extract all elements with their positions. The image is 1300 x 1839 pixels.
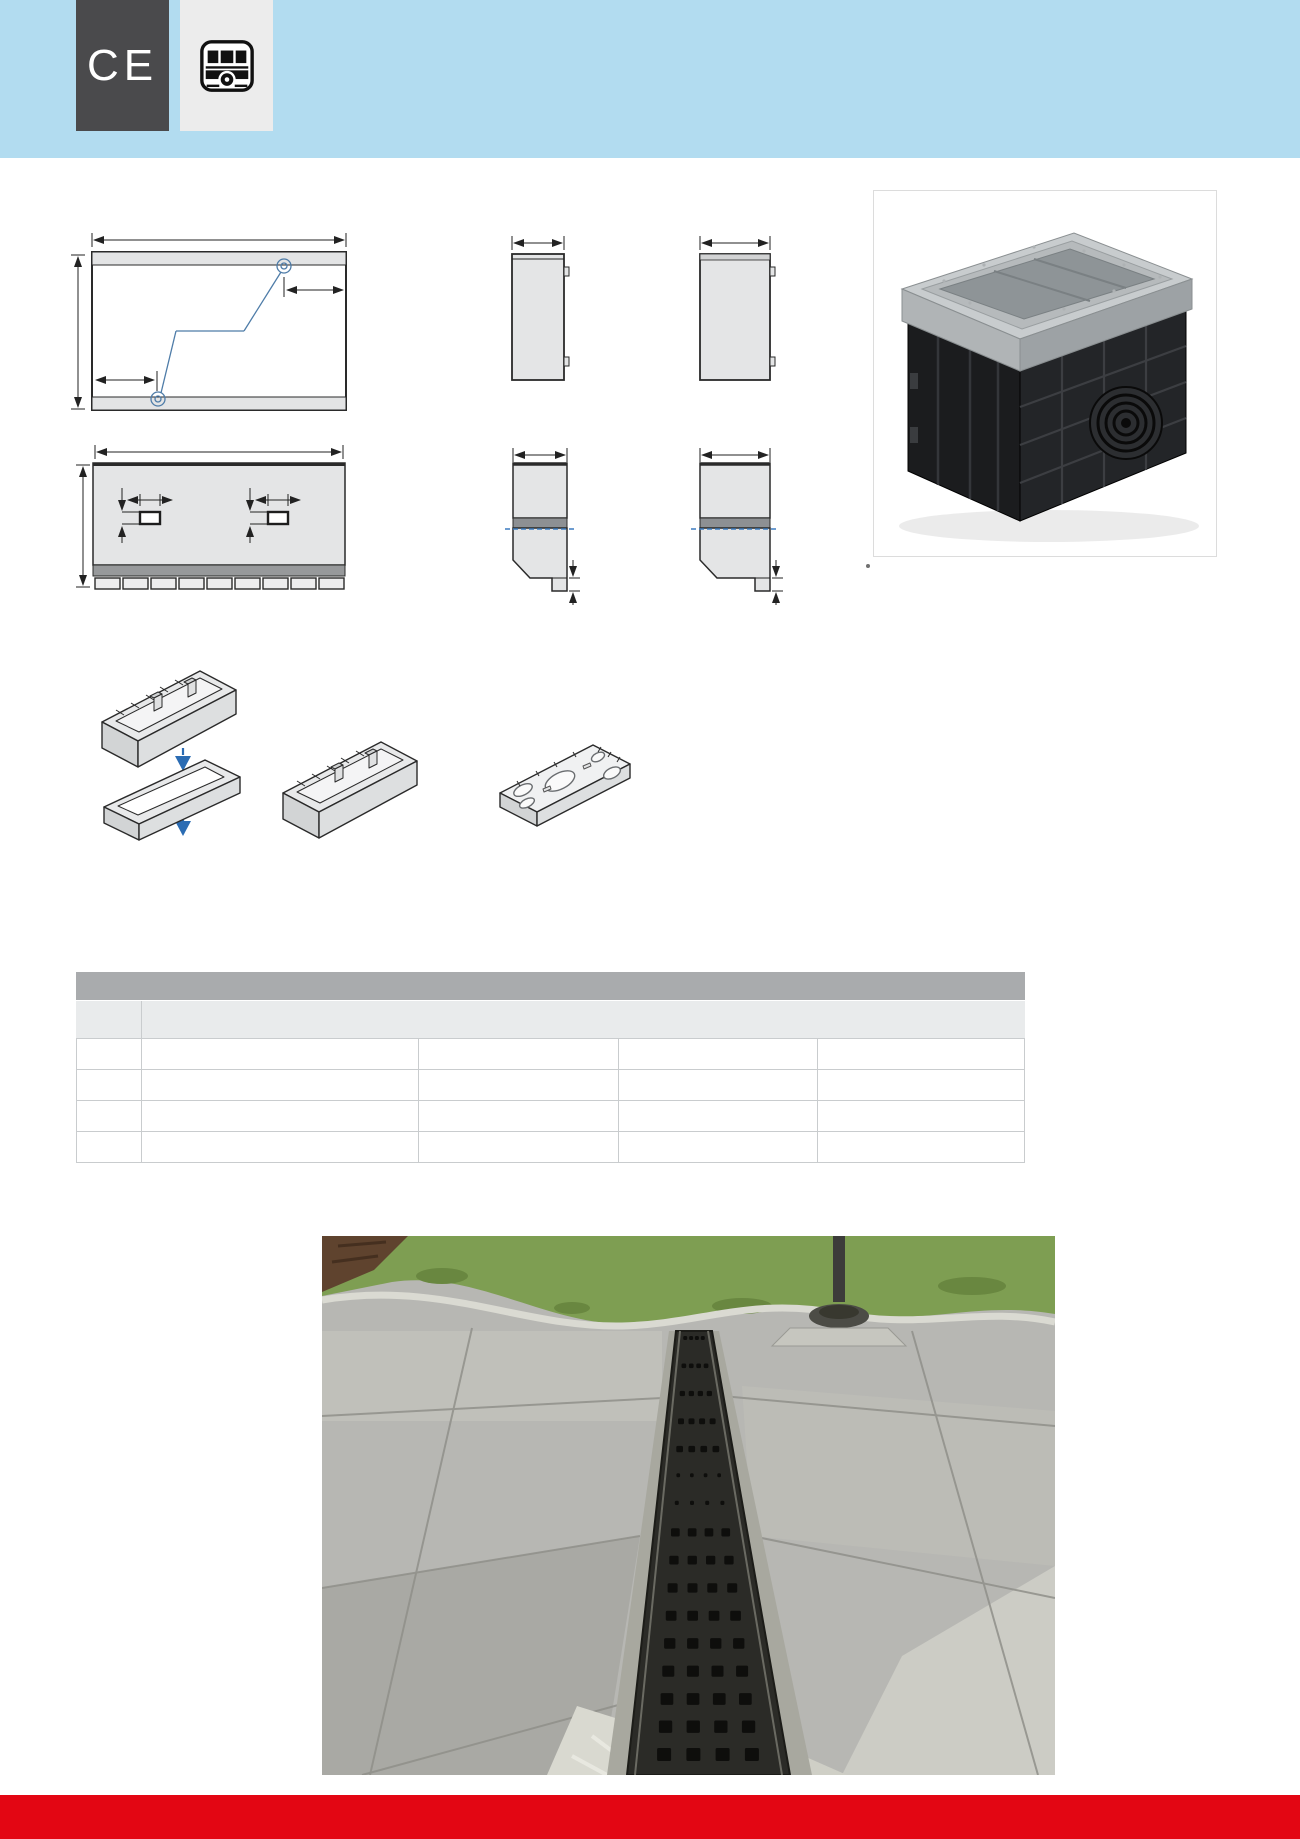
table-cell — [619, 1039, 818, 1069]
table-cell — [419, 1039, 619, 1069]
table-cell — [619, 1101, 818, 1131]
cross-section-a — [505, 448, 580, 605]
footer-band — [0, 1795, 1300, 1839]
table-cell — [142, 1132, 419, 1162]
plan-view-drawing — [71, 233, 346, 410]
table-cell — [142, 1070, 419, 1100]
table-cell — [419, 1132, 619, 1162]
table-body — [76, 1039, 1025, 1163]
table-cell — [818, 1101, 1025, 1131]
table-cell — [142, 1039, 419, 1069]
table-header-band — [76, 972, 1025, 1001]
installation-photo — [322, 1236, 1055, 1775]
ce-mark-label: CE — [86, 40, 159, 90]
outlet-spigot — [1090, 387, 1162, 459]
table-cell — [142, 1101, 419, 1131]
table-cell — [77, 1132, 142, 1162]
load-class-badge — [180, 0, 273, 131]
technical-drawings — [55, 175, 815, 875]
elevation-drawing — [76, 445, 345, 589]
table-row — [77, 1132, 1024, 1163]
table-row — [77, 1070, 1024, 1101]
assembly-diagram — [102, 671, 630, 840]
table-header-cell — [818, 1001, 1025, 1038]
table-header-cell — [619, 1001, 818, 1038]
table-header-cell — [142, 1001, 419, 1038]
side-view-a — [512, 236, 569, 380]
table-cell — [818, 1132, 1025, 1162]
table-cell — [619, 1132, 818, 1162]
riser-top — [102, 671, 236, 767]
table-cell — [619, 1070, 818, 1100]
end-plate — [500, 745, 630, 826]
table-cell — [818, 1070, 1025, 1100]
product-render — [873, 190, 1217, 557]
table-cell — [419, 1101, 619, 1131]
table-cell — [77, 1101, 142, 1131]
table-cell — [77, 1070, 142, 1100]
table-subheader-row — [76, 1001, 1025, 1039]
riser-middle — [283, 742, 417, 838]
channel-3d-image — [874, 191, 1216, 556]
page-artifact-dot — [866, 564, 870, 568]
cross-section-b — [691, 448, 783, 605]
table-cell — [419, 1070, 619, 1100]
table-row — [77, 1039, 1024, 1070]
table-row — [77, 1101, 1024, 1132]
elevation-feet — [95, 578, 344, 589]
installation-photo-image — [322, 1236, 1055, 1775]
ce-mark-badge — [76, 0, 169, 131]
table-cell — [818, 1039, 1025, 1069]
spec-table — [76, 972, 1025, 1163]
table-cell — [77, 1039, 142, 1069]
table-header-cell — [419, 1001, 619, 1038]
bus-front-icon — [198, 37, 256, 95]
table-header-cell — [76, 1001, 142, 1038]
frame-bottom — [104, 760, 240, 840]
side-view-b — [700, 236, 775, 380]
